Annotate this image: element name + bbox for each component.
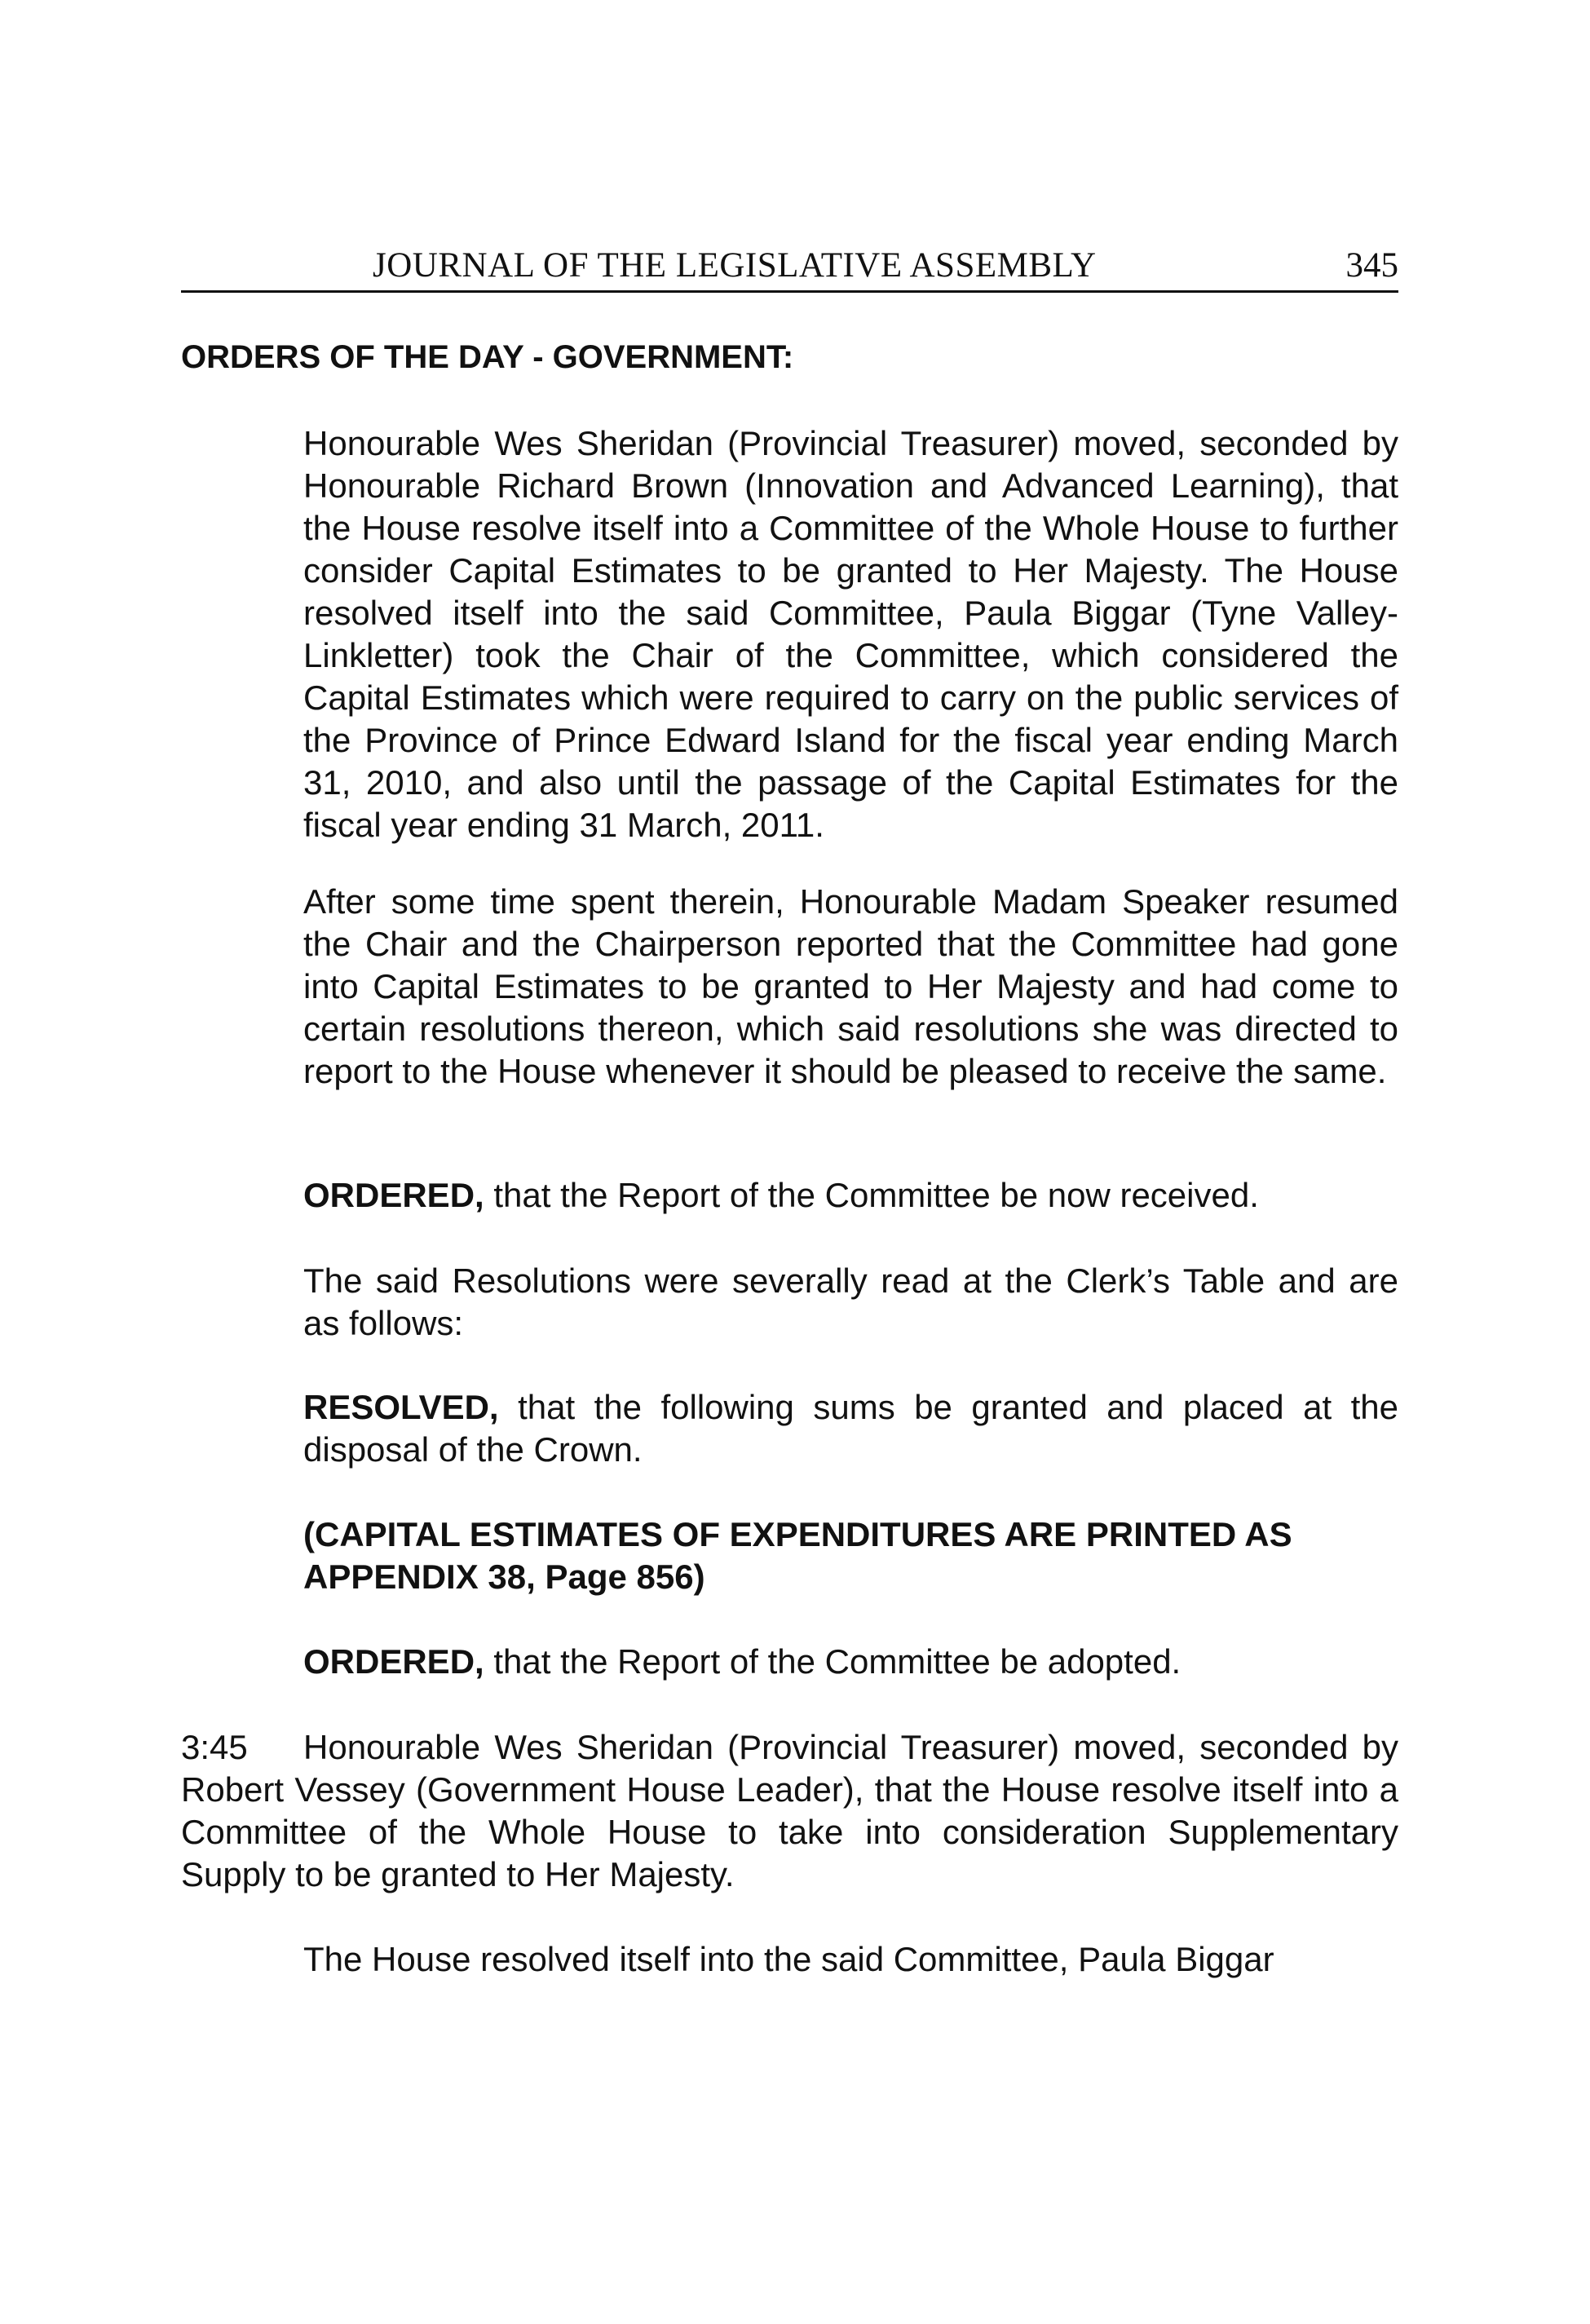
resolved-label: RESOLVED, xyxy=(303,1388,499,1426)
supplementary-supply-text: Honourable Wes Sheridan (Provincial Treasurer) moved, seconded by Robert Vessey (Government House Leader), that the House resolve itself into a Committee of the Whole House to take into consideration Supplementary Supply to be granted to Her Majesty. xyxy=(181,1728,1398,1893)
section-heading: ORDERS OF THE DAY - GOVERNMENT: xyxy=(181,339,794,375)
running-header xyxy=(181,241,1398,293)
paragraph-appendix-note: (CAPITAL ESTIMATES OF EXPENDITURES ARE PRINTED AS APPENDIX 38, Page 856) xyxy=(303,1515,1292,1596)
paragraph-ordered-adopted xyxy=(303,1641,1398,1683)
paragraph-speaker-resumed: After some time spent therein, Honourable Madam Speaker resumed the Chair and the Chairperson reported that the Committee had gone into Capital Estimates to be granted to Her Majesty and had come to certain resolutions thereon, which said resolutions she was directed to report to the House whenever it should be pleased to receive the same. xyxy=(303,882,1398,1090)
ordered-label: ORDERED, xyxy=(303,1176,484,1214)
paragraph-resolutions-read: The said Resolutions were severally read at the Clerk’s Table and are as follows: xyxy=(303,1261,1398,1342)
paragraph-ordered-received xyxy=(303,1174,1398,1217)
paragraph-supplementary-supply xyxy=(181,1726,1398,1896)
paragraph-committee-motion: Honourable Wes Sheridan (Provincial Treasurer) moved, seconded by Honourable Richard Brown (Innovation and Advanced Learning), that the House resolve itself into a Committee of the Whole House to further consider Capital Estimates to be granted to Her Majesty. The House resolved itself into the said Committee, Paula Biggar (Tyne Valley-Linkletter) took the Chair of the Committee, which considered the Capital Estimates which were required to carry on the public services of the Province of Prince Edward Island for the fiscal year ending March 31, 2010, and also until the passage of the Capital Estimates for the fiscal year ending 31 March, 2011. xyxy=(303,424,1398,844)
paragraph-resolved xyxy=(303,1386,1398,1471)
journal-title: JOURNAL OF THE LEGISLATIVE ASSEMBLY xyxy=(373,246,1097,285)
paragraph-house-resolved: The House resolved itself into the said Committee, Paula Biggar xyxy=(303,1940,1274,1978)
ordered-text: that the Report of the Committee be now received. xyxy=(484,1176,1259,1214)
ordered-adopted-label: ORDERED, xyxy=(303,1642,484,1681)
time-stamp: 3:45 xyxy=(181,1728,248,1766)
ordered-adopted-text: that the Report of the Committee be adopted. xyxy=(484,1642,1181,1681)
resolved-text: that the following sums be granted and placed at the disposal of the Crown. xyxy=(303,1388,1398,1469)
page-number: 345 xyxy=(1345,246,1398,285)
